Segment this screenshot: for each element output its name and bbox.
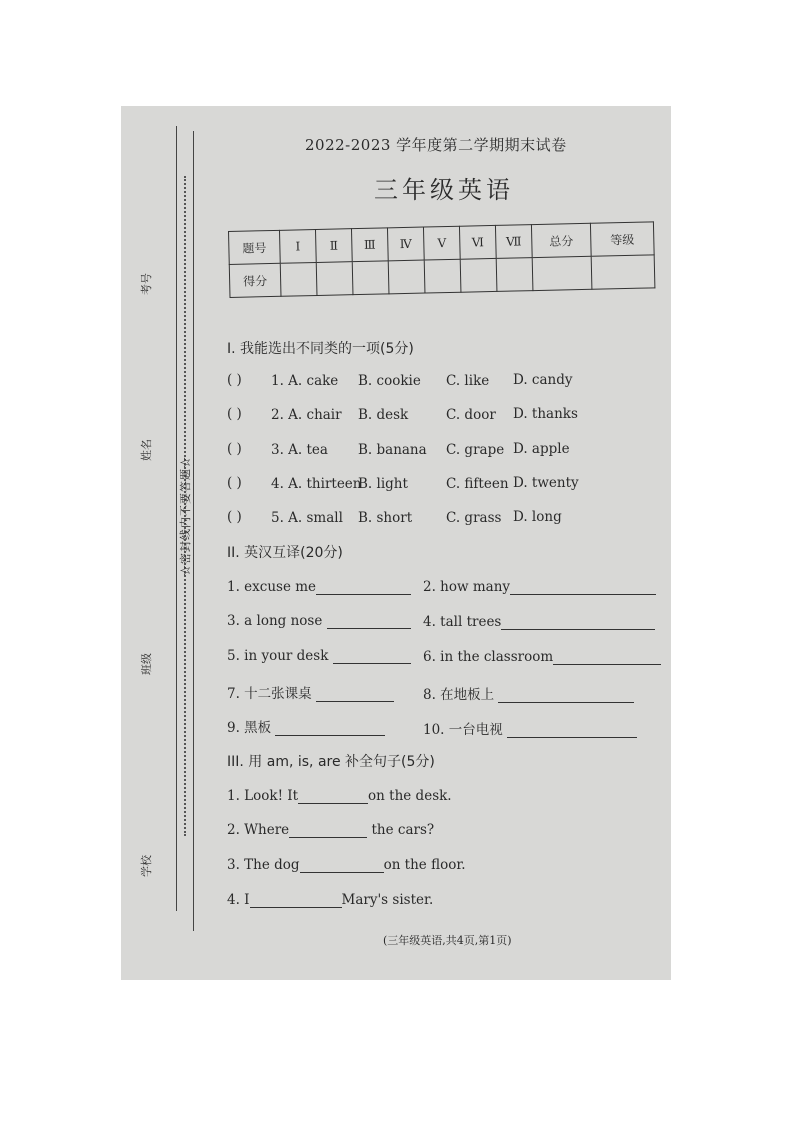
fill-post: on the floor. bbox=[383, 857, 466, 873]
translate-prompt: 1. excuse me bbox=[227, 579, 317, 595]
translate-prompt: 10. 一台电视 bbox=[423, 722, 503, 738]
question-option-d: D. apple bbox=[513, 441, 570, 457]
answer-paren[interactable]: ( ) bbox=[227, 475, 242, 491]
answer-blank[interactable] bbox=[327, 614, 411, 629]
translate-item bbox=[423, 649, 661, 665]
question-option-a: 1. A. cake bbox=[271, 373, 339, 389]
section-2-heading: II. 英汉互译(20分) bbox=[227, 545, 343, 561]
answer-paren[interactable]: ( ) bbox=[227, 372, 242, 388]
side-label-class: 班级 bbox=[140, 653, 153, 675]
fill-post: Mary's sister. bbox=[341, 892, 434, 908]
question-option-b: B. light bbox=[358, 476, 408, 492]
question-option-c: C. grass bbox=[446, 510, 502, 526]
answer-blank[interactable] bbox=[298, 789, 368, 804]
question-option-c: C. door bbox=[446, 407, 496, 423]
answer-blank[interactable] bbox=[316, 687, 394, 702]
score-input[interactable] bbox=[388, 260, 425, 294]
question-option-c: C. fifteen bbox=[446, 476, 509, 492]
score-input[interactable] bbox=[424, 259, 461, 293]
translate-prompt: 5. in your desk bbox=[227, 648, 329, 664]
score-cell-2: Ⅱ bbox=[315, 229, 352, 263]
translate-prompt: 2. how many bbox=[423, 579, 511, 595]
answer-blank[interactable] bbox=[553, 650, 661, 665]
answer-blank[interactable] bbox=[333, 649, 411, 664]
question-option-c: C. grape bbox=[446, 442, 505, 458]
score-row-label: 得分 bbox=[229, 263, 281, 297]
translate-item bbox=[227, 613, 411, 629]
question-option-d: D. candy bbox=[513, 372, 573, 388]
score-input[interactable] bbox=[352, 261, 389, 295]
side-label-school: 学校 bbox=[140, 855, 153, 877]
answer-blank[interactable] bbox=[507, 723, 637, 738]
translate-item bbox=[227, 579, 411, 595]
translate-item bbox=[423, 614, 655, 630]
fill-item bbox=[227, 892, 433, 908]
answer-blank[interactable] bbox=[498, 688, 634, 703]
fill-pre: 4. I bbox=[227, 892, 250, 908]
question-option-b: B. cookie bbox=[358, 373, 421, 389]
score-cell-4: Ⅳ bbox=[387, 227, 424, 261]
seal-notice: ☆密封线内不要答题☆ bbox=[179, 456, 192, 576]
fill-post: the cars? bbox=[367, 822, 435, 838]
question-option-a: 2. A. chair bbox=[271, 407, 342, 423]
answer-blank[interactable] bbox=[510, 580, 656, 595]
translate-item bbox=[227, 682, 394, 702]
score-cell-total: 总分 bbox=[531, 223, 591, 257]
exam-subtitle: 三年级英语 bbox=[374, 176, 514, 204]
margin-line-inner bbox=[193, 131, 194, 931]
question-option-b: B. banana bbox=[358, 442, 427, 458]
question-option-c: C. like bbox=[446, 373, 490, 389]
page-footer: (三年级英语,共4页,第1页) bbox=[383, 934, 512, 947]
score-table bbox=[228, 221, 655, 298]
answer-blank[interactable] bbox=[250, 893, 342, 908]
translate-prompt: 6. in the classroom bbox=[423, 649, 554, 665]
section-1-heading: I. 我能选出不同类的一项(5分) bbox=[227, 341, 414, 357]
translate-prompt: 8. 在地板上 bbox=[423, 687, 495, 703]
answer-paren[interactable]: ( ) bbox=[227, 406, 242, 422]
answer-blank[interactable] bbox=[289, 823, 367, 838]
translate-item bbox=[423, 683, 634, 703]
score-input[interactable] bbox=[316, 262, 353, 296]
exam-photo bbox=[121, 106, 671, 980]
fill-pre: 2. Where bbox=[227, 822, 290, 838]
question-option-d: D. twenty bbox=[513, 475, 579, 491]
translate-prompt: 3. a long nose bbox=[227, 613, 323, 629]
score-cell-3: Ⅲ bbox=[351, 228, 388, 262]
exam-title: 2022-2023 学年度第二学期期末试卷 bbox=[305, 136, 567, 154]
answer-blank[interactable] bbox=[275, 721, 385, 736]
side-label-exam-number: 考号 bbox=[140, 273, 153, 295]
question-option-a: 4. A. thirteen bbox=[271, 476, 362, 492]
translate-item bbox=[423, 718, 637, 738]
score-input[interactable] bbox=[496, 258, 533, 292]
translate-item bbox=[227, 648, 411, 664]
question-option-a: 3. A. tea bbox=[271, 442, 328, 458]
score-input[interactable] bbox=[280, 263, 317, 297]
answer-blank[interactable] bbox=[300, 858, 384, 873]
score-cell-grade: 等级 bbox=[590, 222, 654, 256]
fill-post: on the desk. bbox=[368, 788, 452, 804]
question-option-b: B. desk bbox=[358, 407, 409, 423]
score-input[interactable] bbox=[591, 255, 655, 289]
question-option-d: D. long bbox=[513, 509, 562, 525]
translate-prompt: 4. tall trees bbox=[423, 614, 502, 630]
answer-blank[interactable] bbox=[316, 580, 411, 595]
question-option-b: B. short bbox=[358, 510, 413, 526]
score-input[interactable] bbox=[460, 258, 497, 292]
fill-item bbox=[227, 788, 452, 804]
translate-prompt: 9. 黑板 bbox=[227, 720, 272, 736]
score-cell-5: Ⅴ bbox=[423, 226, 460, 260]
translate-item bbox=[423, 579, 656, 595]
section-3-heading: III. 用 am, is, are 补全句子(5分) bbox=[227, 754, 435, 770]
fill-item bbox=[227, 857, 466, 873]
answer-paren[interactable]: ( ) bbox=[227, 441, 242, 457]
fill-pre: 1. Look! It bbox=[227, 788, 299, 804]
score-cell-1: Ⅰ bbox=[279, 230, 316, 264]
question-option-a: 5. A. small bbox=[271, 510, 343, 526]
translate-prompt: 7. 十二张课桌 bbox=[227, 686, 312, 702]
answer-blank[interactable] bbox=[501, 615, 655, 630]
score-cell-6: Ⅵ bbox=[459, 225, 496, 259]
score-cell-label: 题号 bbox=[229, 230, 281, 264]
answer-paren[interactable]: ( ) bbox=[227, 509, 242, 525]
question-option-d: D. thanks bbox=[513, 406, 578, 422]
translate-item bbox=[227, 716, 385, 736]
score-input[interactable] bbox=[532, 256, 592, 290]
fill-item bbox=[227, 822, 434, 838]
side-label-name: 姓名 bbox=[140, 439, 153, 461]
score-cell-7: Ⅶ bbox=[495, 225, 532, 259]
fill-pre: 3. The dog bbox=[227, 857, 300, 873]
